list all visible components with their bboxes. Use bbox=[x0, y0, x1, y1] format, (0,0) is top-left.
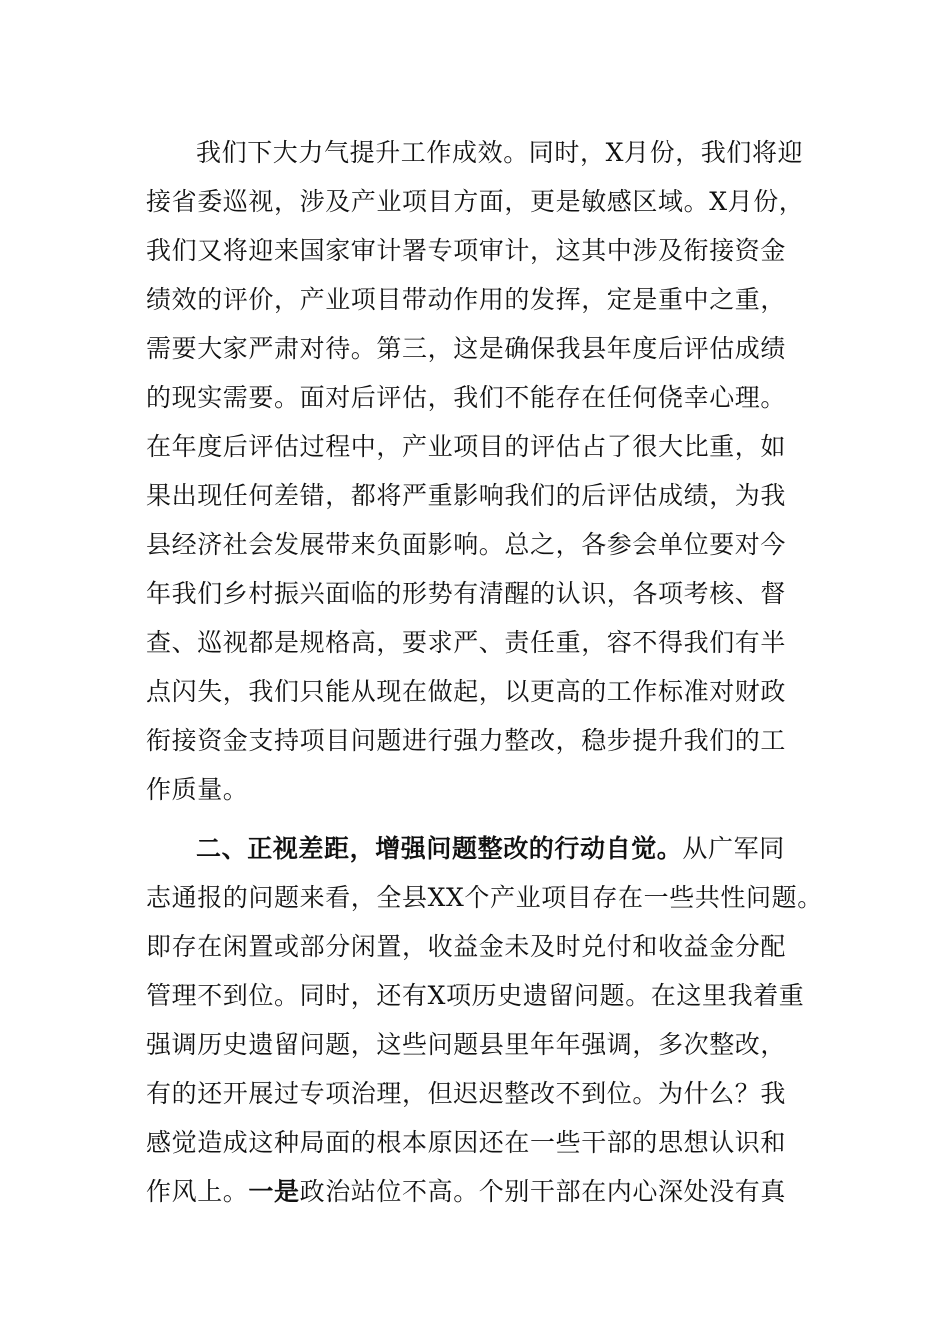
paragraph-1-line-8: 果出现任何差错，都将严重影响我们的后评估成绩，为我 bbox=[146, 481, 787, 510]
paragraph-2-line-8 bbox=[146, 1172, 826, 1212]
paragraph-2-line-4: 管理不到位。同时，还有X项历史遗留问题。在这里我着重 bbox=[146, 981, 805, 1010]
paragraph-1-line-5: 需要大家严肃对待。第三，这是确保我县年度后评估成绩 bbox=[146, 334, 787, 363]
paragraph-1-line-1: 我们下大力气提升工作成效。同时，X月份，我们将迎 bbox=[196, 138, 804, 167]
paragraph-2-line-6: 有的还开展过专项治理，但迟迟整改不到位。为什么？我 bbox=[146, 1079, 787, 1108]
paragraph-1-line-3: 我们又将迎来国家审计署专项审计，这其中涉及衔接资金 bbox=[146, 236, 787, 265]
paragraph-1-line-11: 查、巡视都是规格高，要求严、责任重，容不得我们有半 bbox=[146, 628, 787, 657]
paragraph-2-line-1 bbox=[196, 829, 876, 869]
paragraph-2-line-1-rest: 从广军同 bbox=[682, 834, 785, 863]
point-marker: 一是 bbox=[248, 1177, 300, 1206]
paragraph-1-line-6: 的现实需要。面对后评估，我们不能存在任何侥幸心理。 bbox=[146, 383, 787, 412]
paragraph-2-line-3: 即存在闲置或部分闲置，收益金未及时兑付和收益金分配 bbox=[146, 932, 787, 961]
paragraph-1-line-14: 作质量。 bbox=[146, 775, 249, 804]
paragraph-1-line-9: 县经济社会发展带来负面影响。总之，各参会单位要对今 bbox=[146, 530, 787, 559]
paragraph-1-line-2: 接省委巡视，涉及产业项目方面，更是敏感区域。X月份， bbox=[146, 187, 805, 216]
paragraph-1-line-13: 衔接资金支持项目问题进行强力整改，稳步提升我们的工 bbox=[146, 726, 787, 755]
section-heading: 二、正视差距，增强问题整改的行动自觉。 bbox=[196, 834, 683, 863]
paragraph-2-line-7: 感觉造成这种局面的根本原因还在一些干部的思想认识和 bbox=[146, 1128, 787, 1157]
paragraph-2-line-2: 志通报的问题来看，全县XX个产业项目存在一些共性问题。 bbox=[146, 883, 823, 912]
paragraph-2-line-8-rest: 政治站位不高。个别干部在内心深处没有真 bbox=[299, 1177, 787, 1206]
paragraph-2-line-5: 强调历史遗留问题，这些问题县里年年强调，多次整改， bbox=[146, 1030, 787, 1059]
paragraph-1-line-10: 年我们乡村振兴面临的形势有清醒的认识，各项考核、督 bbox=[146, 579, 787, 608]
paragraph-1-line-12: 点闪失，我们只能从现在做起，以更高的工作标准对财政 bbox=[146, 677, 787, 706]
paragraph-2-line-8-lead: 作风上。 bbox=[146, 1177, 249, 1206]
paragraph-1-line-4: 绩效的评价，产业项目带动作用的发挥，定是重中之重， bbox=[146, 285, 787, 314]
paragraph-1-line-7: 在年度后评估过程中，产业项目的评估占了很大比重，如 bbox=[146, 432, 787, 461]
